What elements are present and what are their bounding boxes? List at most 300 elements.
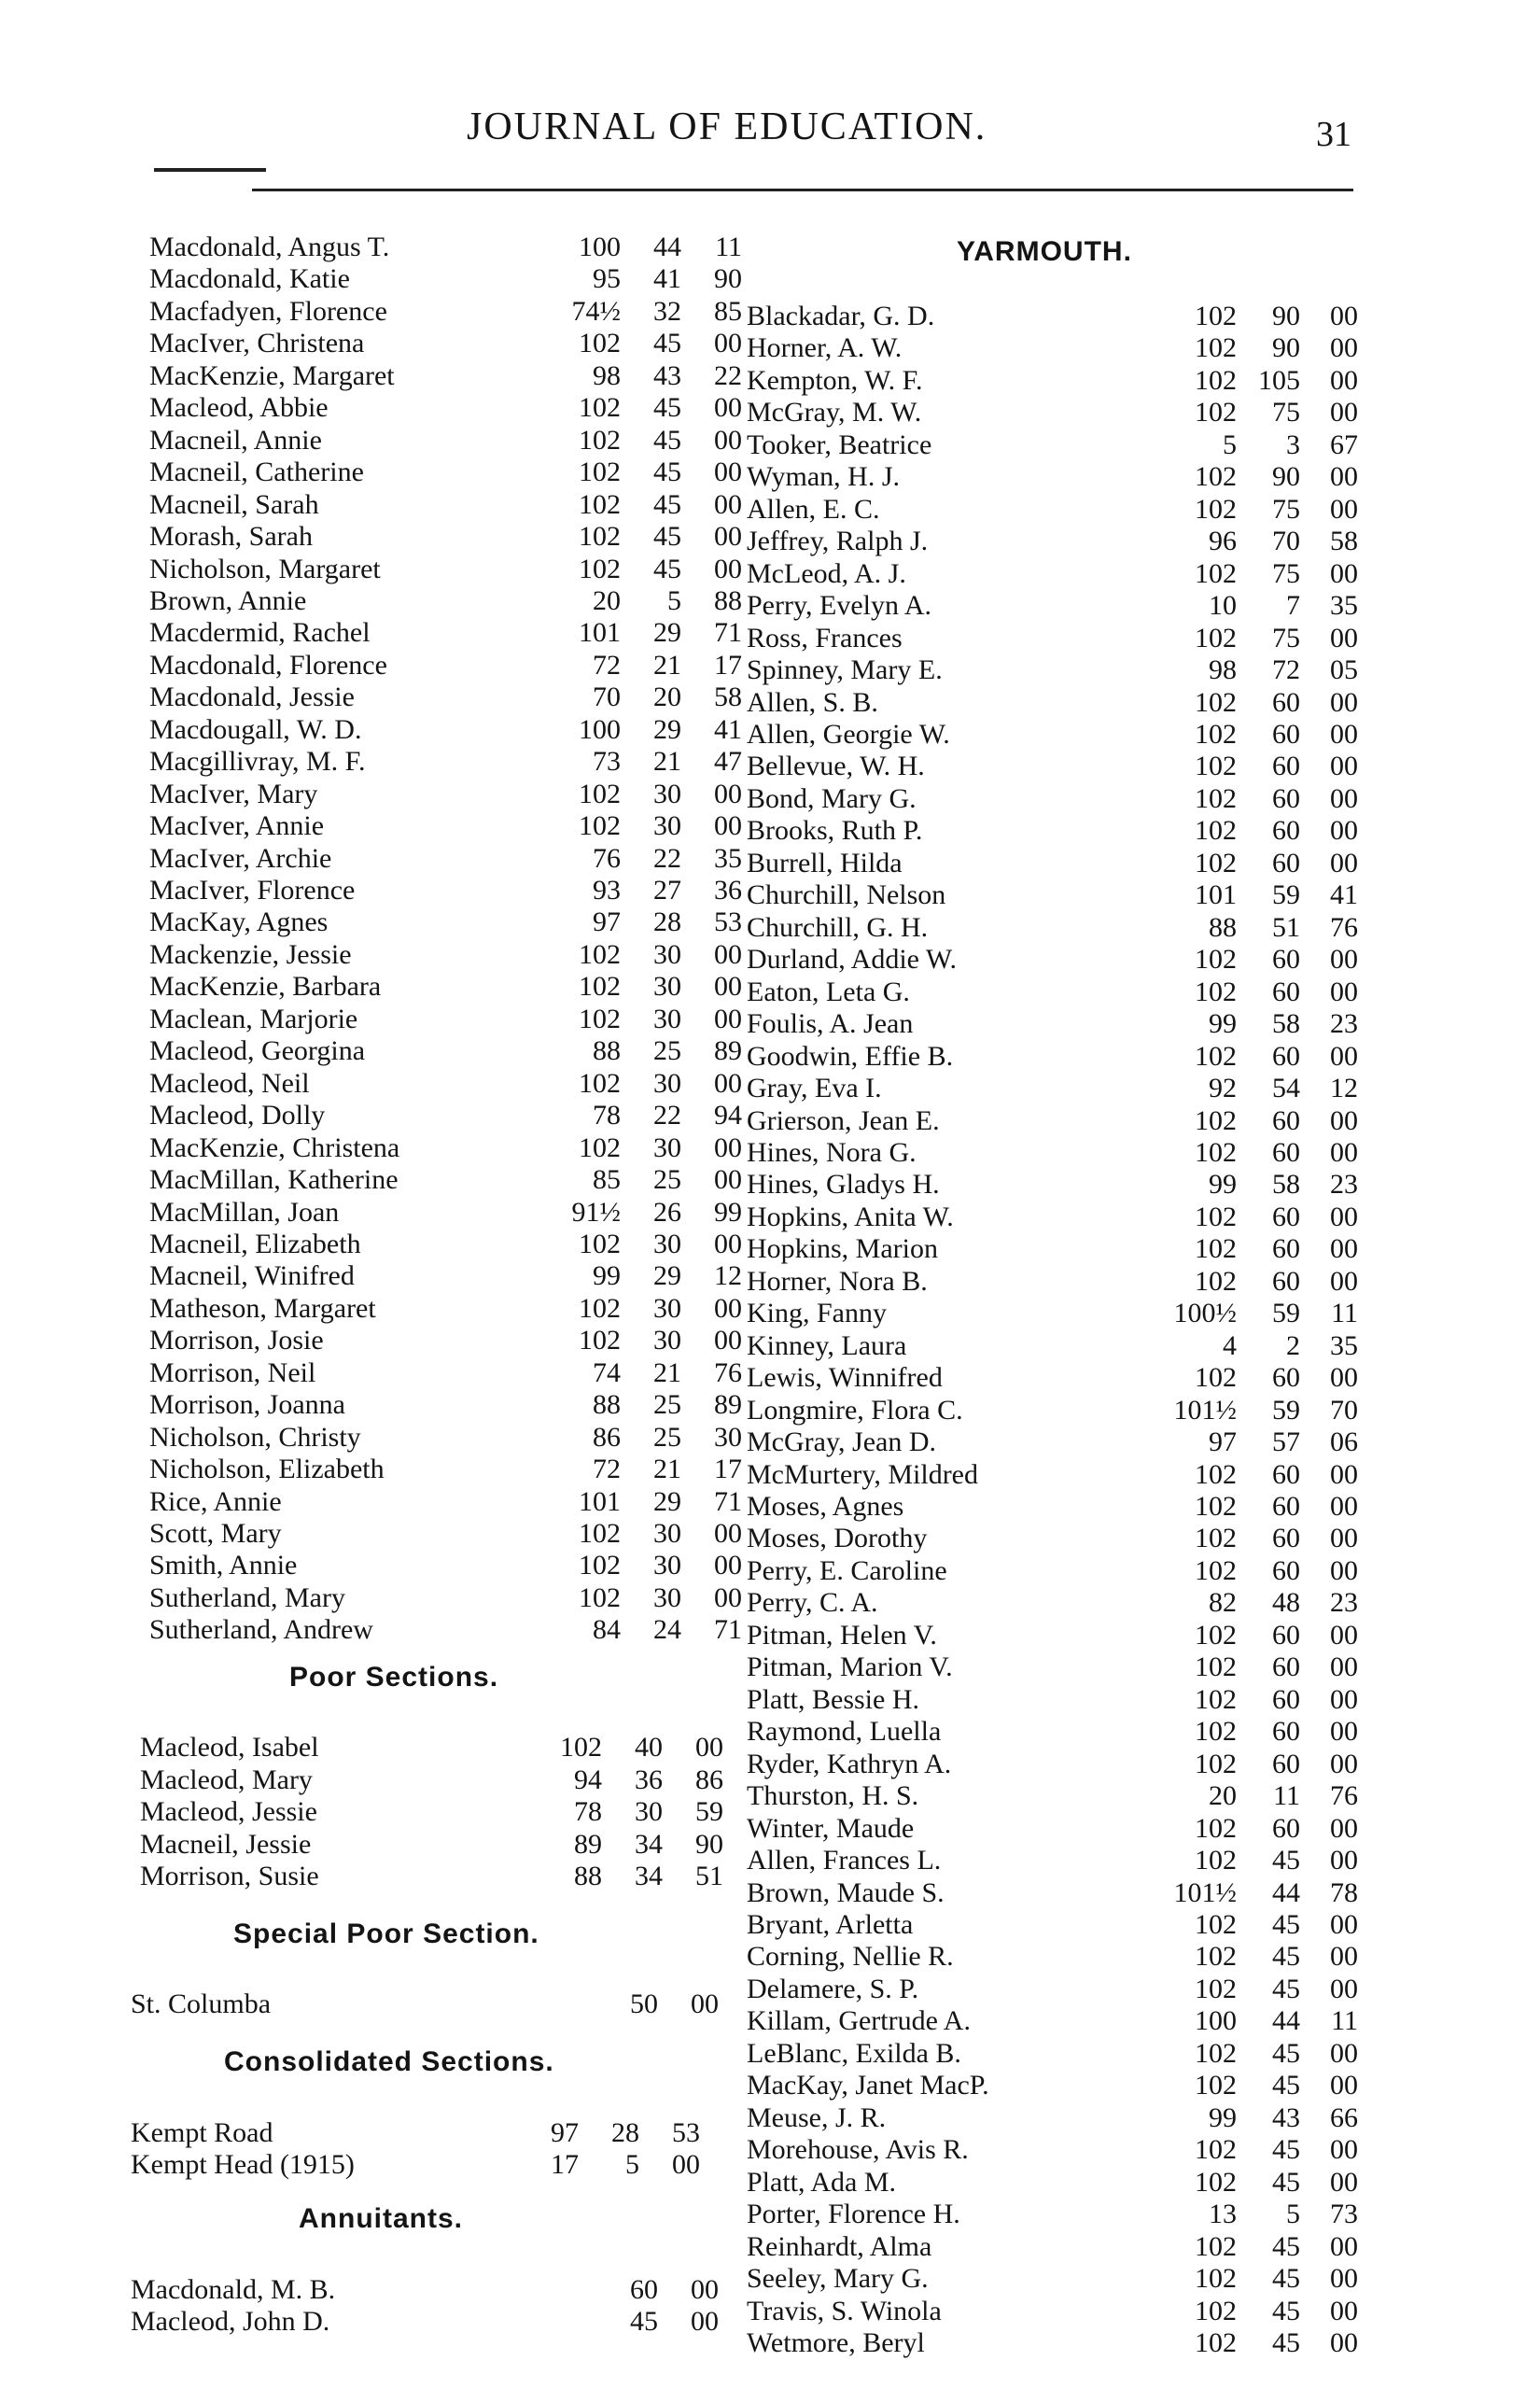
- grant-dollars: 29: [653, 617, 681, 649]
- person-name: Spinney, Mary E.: [747, 654, 943, 686]
- grant-dollars: 25: [653, 1421, 681, 1453]
- grant-dollars: 45: [1272, 2134, 1300, 2166]
- grant-cents: 00: [1330, 718, 1358, 750]
- person-name: Brown, Maude S.: [747, 1876, 945, 1908]
- grant-cents: 00: [1330, 686, 1358, 718]
- days-taught: 78: [574, 1796, 602, 1827]
- table-row: [149, 1518, 803, 1550]
- table-row: [149, 1293, 803, 1325]
- grant-dollars: 60: [1272, 1748, 1300, 1779]
- days-taught: 102: [1195, 1716, 1237, 1748]
- table-row: [149, 779, 803, 810]
- person-name: Longmire, Flora C.: [747, 1394, 963, 1426]
- person-name: MacIver, Mary: [149, 778, 318, 809]
- grant-cents: 00: [1330, 2134, 1358, 2166]
- grant-cents: 00: [1330, 1136, 1358, 1168]
- person-name: Moses, Agnes: [747, 1491, 904, 1523]
- table-row: [747, 590, 1400, 622]
- grant-dollars: 45: [653, 392, 681, 424]
- grant-dollars: 60: [1272, 1201, 1300, 1232]
- days-taught: 98: [1209, 654, 1237, 686]
- days-taught: 102: [1195, 2263, 1237, 2295]
- person-name: Thurston, H. S.: [747, 1780, 919, 1812]
- grant-cents: 89: [714, 1389, 742, 1421]
- days-taught: 102: [579, 1550, 621, 1581]
- days-taught: 102: [1195, 751, 1237, 782]
- person-name: Morrison, Josie: [149, 1325, 324, 1356]
- grant-dollars: 45: [1272, 2326, 1300, 2358]
- grant-cents: 41: [714, 713, 742, 745]
- table-row: [747, 2327, 1400, 2359]
- table-row: [747, 848, 1400, 879]
- grant-cents: 00: [691, 2274, 719, 2305]
- grant-dollars: 45: [653, 488, 681, 520]
- days-taught: 102: [579, 457, 621, 488]
- days-taught: 102: [579, 1003, 621, 1034]
- table-row: [747, 719, 1400, 751]
- person-name: Macgillivray, M. F.: [149, 746, 366, 778]
- table-row: [747, 494, 1400, 526]
- days-taught: 10: [1209, 590, 1237, 622]
- section-heading-annuitants: Annuitants.: [299, 2203, 463, 2234]
- grant-dollars: 2: [1286, 1329, 1300, 1361]
- grant-cents: 00: [1330, 1554, 1358, 1586]
- grant-dollars: 25: [653, 1035, 681, 1067]
- grant-cents: 17: [714, 649, 742, 681]
- days-taught: 102: [579, 1292, 621, 1324]
- table-row: [747, 1716, 1400, 1748]
- table-row: [131, 2306, 784, 2338]
- days-taught: 97: [1209, 1426, 1237, 1458]
- table-row: [747, 623, 1400, 654]
- grant-dollars: 20: [653, 682, 681, 713]
- grant-dollars: 30: [653, 1003, 681, 1034]
- table-row: [149, 392, 803, 424]
- person-name: McGray, Jean D.: [747, 1426, 936, 1458]
- grant-dollars: 30: [653, 1228, 681, 1259]
- days-taught: 102: [1195, 1523, 1237, 1554]
- grant-cents: 00: [714, 810, 742, 842]
- table-row: [149, 1422, 803, 1454]
- days-taught: 102: [1195, 1104, 1237, 1136]
- table-row: [747, 526, 1400, 557]
- grant-cents: 90: [695, 1828, 723, 1860]
- person-name: Pitman, Helen V.: [747, 1619, 937, 1651]
- days-taught: 102: [579, 1131, 621, 1163]
- person-name: Ross, Frances: [747, 622, 903, 653]
- days-taught: 102: [1195, 1362, 1237, 1394]
- table-row: [131, 2274, 784, 2306]
- grant-dollars: 11: [1273, 1780, 1300, 1812]
- person-name: Seeley, Mary G.: [747, 2263, 929, 2295]
- person-name: MacKenzie, Christena: [149, 1131, 400, 1163]
- grant-dollars: 75: [1272, 622, 1300, 653]
- grant-dollars: 28: [611, 2117, 639, 2148]
- header-rule: [252, 189, 1353, 191]
- days-taught: 102: [579, 553, 621, 584]
- days-taught: 4: [1223, 1329, 1237, 1361]
- grant-dollars: 59: [1272, 1298, 1300, 1329]
- grant-cents: 00: [1330, 1104, 1358, 1136]
- grant-dollars: 29: [653, 713, 681, 745]
- grant-dollars: 60: [1272, 782, 1300, 814]
- section-heading-consolidated: Consolidated Sections.: [224, 2046, 554, 2077]
- grant-dollars: 58: [1272, 1169, 1300, 1201]
- grant-dollars: 45: [1272, 2070, 1300, 2101]
- days-taught: 101: [1195, 879, 1237, 911]
- table-row: [747, 879, 1400, 911]
- days-taught: 101½: [1173, 1394, 1237, 1426]
- person-name: MacKenzie, Barbara: [149, 971, 382, 1003]
- person-name: Hopkins, Marion: [747, 1233, 938, 1265]
- person-name: Hines, Gladys H.: [747, 1169, 940, 1201]
- grant-cents: 73: [1330, 2199, 1358, 2230]
- person-name: Macdougall, W. D.: [149, 713, 362, 745]
- grant-cents: 00: [714, 424, 742, 456]
- table-row: [149, 425, 803, 457]
- person-name: Allen, Frances L.: [747, 1845, 942, 1876]
- person-name: Lewis, Winnifred: [747, 1362, 943, 1394]
- table-row: [747, 1459, 1400, 1491]
- grant-cents: 47: [714, 746, 742, 778]
- grant-cents: 00: [714, 1131, 742, 1163]
- days-taught: 102: [579, 392, 621, 424]
- grant-cents: 00: [672, 2149, 700, 2180]
- days-taught: 92: [1209, 1073, 1237, 1104]
- person-name: Kempton, W. F.: [747, 364, 923, 396]
- grant-cents: 35: [1330, 1329, 1358, 1361]
- days-taught: 102: [1195, 1748, 1237, 1779]
- section-heading-poor-sections: Poor Sections.: [289, 1662, 499, 1693]
- grant-cents: 00: [1330, 815, 1358, 847]
- grant-dollars: 30: [653, 938, 681, 970]
- grant-dollars: 45: [1272, 1909, 1300, 1940]
- person-name: McGray, M. W.: [747, 397, 922, 429]
- days-taught: 102: [1195, 301, 1237, 331]
- days-taught: 100: [579, 232, 621, 262]
- grant-dollars: 60: [1272, 1265, 1300, 1297]
- grant-dollars: 45: [1272, 2037, 1300, 2069]
- grant-cents: 00: [714, 778, 742, 809]
- grant-dollars: 44: [653, 232, 681, 262]
- grant-dollars: 60: [1272, 815, 1300, 847]
- grant-cents: 00: [1330, 622, 1358, 653]
- person-name: Platt, Bessie H.: [747, 1683, 919, 1715]
- grant-dollars: 59: [1272, 1394, 1300, 1426]
- grant-dollars: 26: [653, 1196, 681, 1228]
- days-taught: 102: [1195, 493, 1237, 525]
- grant-cents: 00: [1330, 944, 1358, 976]
- table-row: [747, 2134, 1400, 2166]
- grant-dollars: 44: [1272, 2005, 1300, 2037]
- grant-cents: 67: [1330, 429, 1358, 460]
- table-row: [149, 843, 803, 875]
- page-number: 31: [1316, 115, 1351, 154]
- grant-cents: 00: [691, 2306, 719, 2337]
- days-taught: 102: [1195, 332, 1237, 364]
- grant-dollars: 5: [667, 584, 681, 616]
- grant-cents: 23: [1330, 1008, 1358, 1040]
- table-row: [747, 1651, 1400, 1683]
- grant-cents: 00: [1330, 301, 1358, 331]
- days-taught: 88: [1209, 911, 1237, 943]
- table-row: [149, 1068, 803, 1100]
- days-taught: 102: [1195, 622, 1237, 653]
- days-taught: 102: [1195, 1619, 1237, 1651]
- table-row: [747, 1877, 1400, 1909]
- table-row: [149, 1325, 803, 1356]
- grant-dollars: 22: [653, 842, 681, 874]
- days-taught: 97: [593, 906, 621, 938]
- person-name: Macneil, Catherine: [149, 457, 364, 488]
- person-name: Churchill, G. H.: [747, 911, 929, 943]
- grant-cents: 00: [1330, 1233, 1358, 1265]
- grant-cents: 53: [672, 2117, 700, 2148]
- days-taught: 86: [593, 1421, 621, 1453]
- table-row: [149, 714, 803, 746]
- table-row: [747, 1105, 1400, 1137]
- person-name: Perry, E. Caroline: [747, 1554, 947, 1586]
- days-taught: 102: [1195, 2295, 1237, 2326]
- person-name: Delamere, S. P.: [747, 1973, 919, 2004]
- table-row: [149, 1004, 803, 1035]
- days-taught: 102: [1195, 944, 1237, 976]
- grant-cents: 00: [1330, 847, 1358, 878]
- grant-cents: 89: [714, 1035, 742, 1067]
- grant-cents: 00: [1330, 2037, 1358, 2069]
- person-name: Bond, Mary G.: [747, 782, 917, 814]
- grant-dollars: 41: [653, 263, 681, 295]
- days-taught: 78: [593, 1100, 621, 1131]
- table-row: [747, 461, 1400, 493]
- grant-cents: 00: [714, 553, 742, 584]
- days-taught: 102: [1195, 1683, 1237, 1715]
- days-taught: 89: [574, 1828, 602, 1860]
- table-row: [747, 751, 1400, 782]
- grant-cents: 71: [714, 1614, 742, 1646]
- grant-cents: 78: [1330, 1876, 1358, 1908]
- grant-cents: 00: [714, 1067, 742, 1099]
- table-row: [149, 617, 803, 649]
- days-taught: 102: [1195, 976, 1237, 1007]
- grant-dollars: 40: [635, 1732, 663, 1763]
- person-name: Morehouse, Avis R.: [747, 2134, 969, 2166]
- days-taught: 5: [1223, 429, 1237, 460]
- grant-dollars: 60: [1272, 1136, 1300, 1168]
- person-name: Pitman, Marion V.: [747, 1651, 953, 1683]
- grant-dollars: 60: [1272, 1812, 1300, 1844]
- table-row: [747, 815, 1400, 847]
- grant-cents: 41: [1330, 879, 1358, 911]
- table-row: [149, 296, 803, 328]
- person-name: Nicholson, Margaret: [149, 553, 381, 584]
- grant-dollars: 30: [653, 1292, 681, 1324]
- days-taught: 94: [574, 1764, 602, 1795]
- grant-dollars: 5: [625, 2149, 639, 2180]
- person-name: Horner, Nora B.: [747, 1265, 928, 1297]
- person-name: MacIver, Annie: [149, 810, 325, 842]
- grant-dollars: 22: [653, 1100, 681, 1131]
- person-name: Bryant, Arletta: [747, 1909, 914, 1940]
- person-name: Allen, E. C.: [747, 493, 880, 525]
- grant-dollars: 60: [1272, 1523, 1300, 1554]
- grant-dollars: 60: [1272, 686, 1300, 718]
- person-name: Wyman, H. J.: [747, 461, 901, 493]
- grant-dollars: 45: [630, 2306, 658, 2337]
- person-name: MacMillan, Katherine: [149, 1164, 399, 1196]
- grant-dollars: 90: [1272, 332, 1300, 364]
- person-name: Macfadyen, Florence: [149, 295, 387, 327]
- grant-dollars: 105: [1258, 364, 1300, 396]
- grant-dollars: 60: [1272, 718, 1300, 750]
- grant-cents: 94: [714, 1100, 742, 1131]
- table-row: [747, 912, 1400, 944]
- table-row: [747, 1073, 1400, 1104]
- table-row: [131, 2117, 784, 2149]
- days-taught: 102: [579, 971, 621, 1003]
- days-taught: 102: [1195, 2037, 1237, 2069]
- days-taught: 102: [579, 1325, 621, 1356]
- grant-dollars: 21: [653, 1356, 681, 1388]
- person-name: MacKay, Janet MacP.: [747, 2070, 989, 2101]
- person-name: Raymond, Luella: [747, 1716, 942, 1748]
- days-taught: 102: [1195, 847, 1237, 878]
- person-name: Macdonald, Katie: [149, 263, 350, 295]
- table-row: [747, 2102, 1400, 2134]
- grant-cents: 00: [1330, 2263, 1358, 2295]
- person-name: Grierson, Jean E.: [747, 1104, 940, 1136]
- person-name: Macneil, Sarah: [149, 488, 319, 520]
- days-taught: 13: [1209, 2199, 1237, 2230]
- table-row: [747, 2038, 1400, 2070]
- table-row: [140, 1829, 793, 1861]
- table-row: [747, 1008, 1400, 1040]
- grant-cents: 00: [691, 1988, 719, 2019]
- days-taught: 73: [593, 746, 621, 778]
- grant-cents: 00: [714, 1228, 742, 1259]
- table-row: [747, 687, 1400, 719]
- grant-dollars: 51: [1272, 911, 1300, 943]
- days-taught: 99: [1209, 1008, 1237, 1040]
- person-name: King, Fanny: [747, 1298, 887, 1329]
- days-taught: 84: [593, 1614, 621, 1646]
- grant-cents: 71: [714, 1485, 742, 1517]
- table-row: [747, 944, 1400, 976]
- person-name: Wetmore, Beryl: [747, 2326, 925, 2358]
- person-name: St. Columba: [131, 1988, 272, 2019]
- person-name: Winter, Maude: [747, 1812, 915, 1844]
- person-name: Bellevue, W. H.: [747, 751, 925, 782]
- days-taught: 70: [593, 682, 621, 713]
- days-taught: 88: [593, 1035, 621, 1067]
- grant-cents: 00: [714, 457, 742, 488]
- table-row: [747, 1620, 1400, 1651]
- person-name: Allen, Georgie W.: [747, 718, 950, 750]
- grant-cents: 12: [1330, 1073, 1358, 1104]
- grant-cents: 35: [714, 842, 742, 874]
- person-name: Churchill, Nelson: [747, 879, 946, 911]
- days-taught: 102: [579, 1518, 621, 1549]
- table-row: [149, 360, 803, 392]
- person-name: Ryder, Kathryn A.: [747, 1748, 952, 1779]
- days-taught: 99: [1209, 1169, 1237, 1201]
- grant-dollars: 48: [1272, 1587, 1300, 1619]
- table-row: [747, 1202, 1400, 1233]
- grant-dollars: 45: [653, 553, 681, 584]
- person-name: Macleod, John D.: [131, 2306, 330, 2337]
- table-row: [747, 1845, 1400, 1876]
- table-row: [149, 1389, 803, 1421]
- table-row: [149, 1582, 803, 1614]
- days-taught: 102: [1195, 686, 1237, 718]
- table-row: [149, 328, 803, 359]
- table-row: [747, 1233, 1400, 1265]
- days-taught: 102: [1195, 1941, 1237, 1973]
- person-name: Mackenzie, Jessie: [149, 938, 352, 970]
- grant-dollars: 43: [1272, 2101, 1300, 2133]
- person-name: Macleod, Georgina: [149, 1035, 366, 1067]
- person-name: Jeffrey, Ralph J.: [747, 526, 929, 557]
- section-heading-yarmouth: YARMOUTH.: [957, 236, 1132, 267]
- person-name: Kempt Road: [131, 2117, 273, 2148]
- person-name: Morrison, Neil: [149, 1356, 316, 1388]
- person-name: Rice, Annie: [149, 1485, 282, 1517]
- grant-dollars: 28: [653, 906, 681, 938]
- grant-cents: 06: [1330, 1426, 1358, 1458]
- person-name: Gray, Eva I.: [747, 1073, 882, 1104]
- grant-cents: 00: [714, 971, 742, 1003]
- table-row: [747, 1362, 1400, 1394]
- person-name: Goodwin, Effie B.: [747, 1040, 954, 1072]
- person-name: Macdonald, Jessie: [149, 682, 355, 713]
- person-name: Sutherland, Andrew: [149, 1614, 373, 1646]
- table-row: [747, 1749, 1400, 1780]
- person-name: Maclean, Marjorie: [149, 1003, 358, 1034]
- grant-dollars: 30: [653, 1067, 681, 1099]
- grant-cents: 00: [714, 1550, 742, 1581]
- grant-dollars: 60: [1272, 1233, 1300, 1265]
- grant-dollars: 60: [1272, 1362, 1300, 1394]
- table-row: [149, 1229, 803, 1260]
- table-row: [747, 1330, 1400, 1362]
- table-row: [747, 1137, 1400, 1169]
- table-row: [149, 1454, 803, 1485]
- grant-cents: 00: [1330, 1523, 1358, 1554]
- table-row: [149, 1260, 803, 1292]
- days-taught: 102: [1195, 1136, 1237, 1168]
- table-row: [747, 2199, 1400, 2230]
- grant-dollars: 75: [1272, 557, 1300, 589]
- table-row: [131, 1988, 784, 2020]
- grant-dollars: 30: [653, 971, 681, 1003]
- days-taught: 102: [560, 1732, 602, 1763]
- grant-cents: 00: [695, 1732, 723, 1763]
- section-heading-special-poor: Special Poor Section.: [233, 1918, 539, 1949]
- grant-cents: 00: [1330, 1683, 1358, 1715]
- days-taught: 102: [1195, 2230, 1237, 2262]
- grant-dollars: 45: [1272, 1845, 1300, 1876]
- days-taught: 97: [551, 2117, 579, 2148]
- grant-dollars: 45: [653, 424, 681, 456]
- table-row: [149, 1197, 803, 1229]
- grant-dollars: 30: [653, 1550, 681, 1581]
- person-name: Allen, S. B.: [747, 686, 878, 718]
- grant-dollars: 60: [1272, 944, 1300, 976]
- grant-dollars: 34: [635, 1861, 663, 1891]
- table-row: [747, 1555, 1400, 1587]
- days-taught: 102: [579, 1581, 621, 1613]
- page-title: JOURNAL OF EDUCATION.: [467, 105, 987, 148]
